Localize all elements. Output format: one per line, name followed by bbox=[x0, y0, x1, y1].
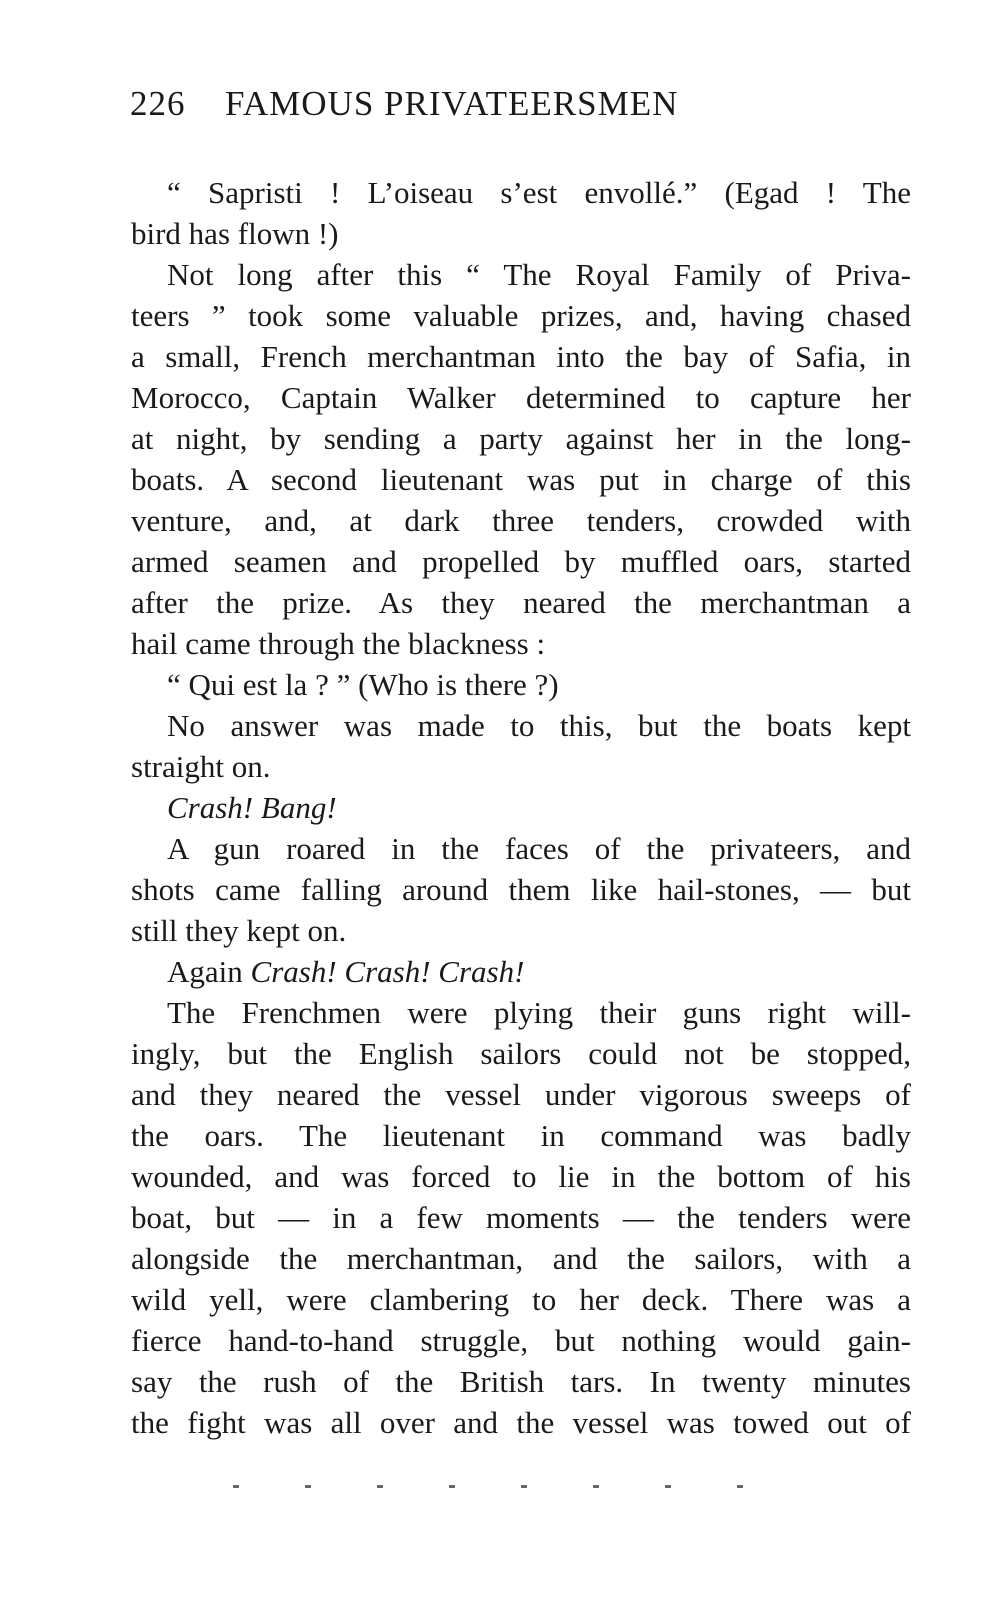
text-line: No answer was made to this, but the boats kept bbox=[167, 708, 911, 743]
ink-mark bbox=[593, 1485, 599, 1488]
text-line: bird has flown !) bbox=[131, 216, 339, 251]
text-segment-italic: Crash! Crash! Crash! bbox=[250, 954, 525, 989]
text-line: say the rush of the British tars. In twenty minutes bbox=[131, 1364, 911, 1399]
text-line: Crash! Bang! bbox=[167, 790, 337, 825]
running-head bbox=[130, 84, 678, 134]
page-number: 226 bbox=[130, 84, 186, 123]
text-line: armed seamen and propelled by muffled oars, started bbox=[131, 544, 911, 579]
running-title: FAMOUS PRIVATEERSMEN bbox=[225, 84, 679, 123]
text-line: after the prize. As they neared the merchantman a bbox=[131, 585, 911, 620]
body-text bbox=[131, 172, 911, 1443]
text-line: and they neared the vessel under vigorous sweeps of bbox=[131, 1077, 911, 1112]
text-line: the oars. The lieutenant in command was badly bbox=[131, 1118, 911, 1153]
ink-mark bbox=[665, 1485, 671, 1488]
text-line: venture, and, at dark three tenders, crowded with bbox=[131, 503, 911, 538]
text-line: wild yell, were clambering to her deck. There was a bbox=[131, 1282, 911, 1317]
text-line: wounded, and was forced to lie in the bottom of his bbox=[131, 1159, 911, 1194]
text-line: Morocco, Captain Walker determined to capture her bbox=[131, 380, 911, 415]
text-line: ingly, but the English sailors could not be stopped, bbox=[131, 1036, 911, 1071]
ink-mark bbox=[737, 1485, 743, 1488]
text-line: boat, but — in a few moments — the tenders were bbox=[131, 1200, 911, 1235]
text-line-mixed bbox=[131, 951, 911, 992]
text-line: fierce hand-to-hand struggle, but nothing would gain- bbox=[131, 1323, 911, 1358]
text-line: alongside the merchantman, and the sailors, with a bbox=[131, 1241, 911, 1276]
text-line: at night, by sending a party against her in the long- bbox=[131, 421, 911, 456]
text-line: hail came through the blackness : bbox=[131, 626, 546, 661]
ink-mark bbox=[305, 1485, 311, 1488]
ink-mark bbox=[521, 1485, 527, 1488]
text-line: boats. A second lieutenant was put in charge of this bbox=[131, 462, 911, 497]
text-line: shots came falling around them like hail-stones, — but bbox=[131, 872, 911, 907]
text-line: teers ” took some valuable prizes, and, having chased bbox=[131, 298, 911, 333]
text-line: A gun roared in the faces of the privateers, and bbox=[167, 831, 911, 866]
text-line: Not long after this “ The Royal Family of Priva- bbox=[167, 257, 911, 292]
text-line: straight on. bbox=[131, 749, 271, 784]
text-line: the fight was all over and the vessel was towed out of bbox=[131, 1405, 911, 1440]
ink-mark bbox=[233, 1485, 239, 1488]
text-line: The Frenchmen were plying their guns right will- bbox=[167, 995, 911, 1030]
text-line: “ Qui est la ? ” (Who is there ?) bbox=[167, 667, 559, 702]
bleed-through-marks bbox=[233, 1480, 743, 1492]
text-line: “ Sapristi ! L’oiseau s’est envollé.” (Egad ! The bbox=[167, 175, 911, 210]
text-line: a small, French merchantman into the bay of Safia, in bbox=[131, 339, 911, 374]
text-line: still they kept on. bbox=[131, 913, 347, 948]
text-segment: Again bbox=[167, 954, 251, 989]
ink-mark bbox=[449, 1485, 455, 1488]
ink-mark bbox=[377, 1485, 383, 1488]
